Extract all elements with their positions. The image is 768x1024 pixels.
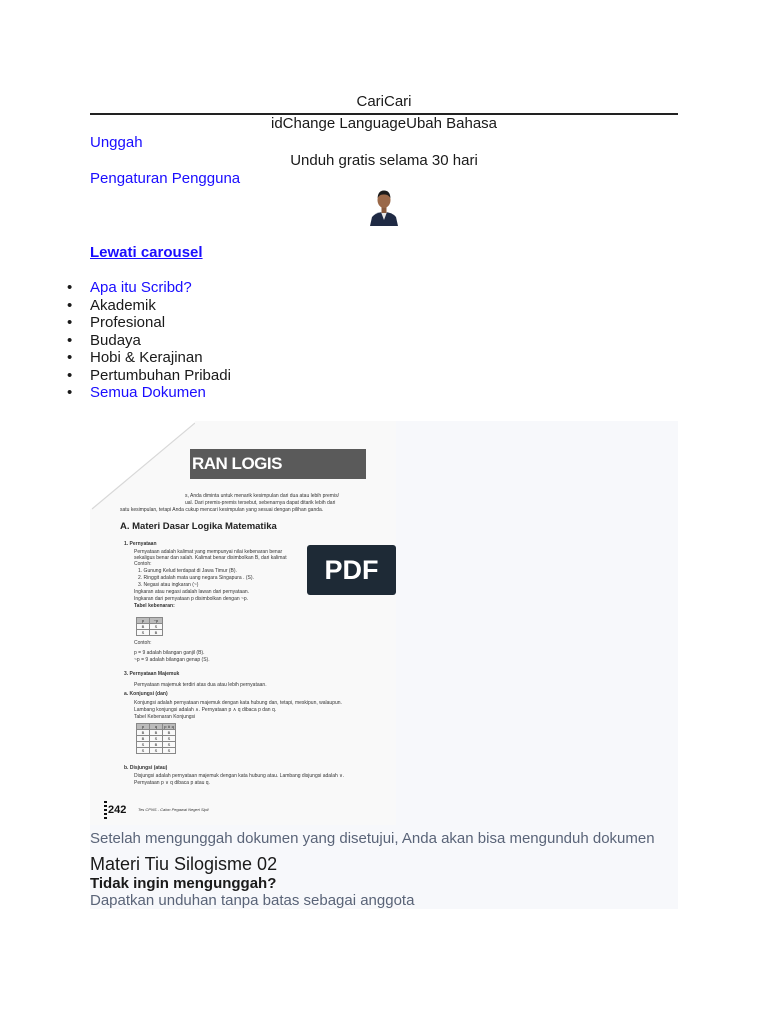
item-1-line: sekaligus benar dan salah. Kalimat benar disimbolkan B, dari kalimat [134,555,287,561]
free-trial-text: Unduh gratis selama 30 hari [290,152,478,169]
item-3-line: Pernyataan majemuk terdiri atas dua atau lebih pernyataan. [134,682,267,688]
negation-truth-table [136,617,163,636]
example-line: ~p = 9 adalah bilangan genap (S). [134,657,210,663]
skip-carousel-link[interactable]: Lewati carousel [90,244,203,261]
no-upload-heading: Tidak ingin mengunggah? [90,875,277,892]
item-b-line: Disjungsi adalah pernyataan majemuk dengan kata hubung atau. Lambang disjungsi adalah ∨. [134,773,345,779]
user-avatar[interactable] [366,186,402,226]
table-cell: p [137,618,150,624]
intro-line-1: s, Anda diminta untuk menarik kesimpulan dari dua atau lebih premis/ [185,493,339,499]
intro-line-2: ual. Dari premis-premis tersebut, sebenarnya dapat ditarik lebih dari [185,500,336,506]
table-cell: p [137,724,150,730]
page-footer-text: Tes CPNS - Calon Pegawai Negeri Sipil [138,807,209,812]
table-cell: B [150,730,163,736]
user-settings-link[interactable]: Pengaturan Pengguna [90,170,241,187]
table-cell: B [137,730,150,736]
pdf-badge-icon: PDF [307,545,396,595]
item-1-line: 1. Gunung Kelud terdapat di Jawa Timur (B). [138,568,237,574]
item-1-line: Ingkaran dari pernyataan p disimbolkan dengan ~p. [134,596,249,602]
category-nav [90,279,231,402]
conjunction-truth-table [136,723,176,754]
nav-item-academic[interactable]: • Akademik [90,297,231,315]
item-1-line: Ingkaran atau negasi adalah lawan dari pernyataan. [134,589,250,595]
page-number: 242 [108,804,127,816]
item-a-title: a. Konjungsi (dan) [124,691,168,697]
table-cell: ~p [150,618,163,624]
item-1-line: Pernyataan adalah kalimat yang mempunyai nilai kebenaran benar [134,549,283,555]
table-cell: S [150,748,163,754]
example-line: p = 9 adalah bilangan ganjil (B). [134,650,205,656]
item-b-title: b. Disjungsi (atau) [124,765,168,771]
upload-link[interactable]: Unggah [90,134,143,151]
nav-item-personal-growth[interactable]: • Pertumbuhan Pribadi [90,367,231,385]
table-cell: S [163,748,176,754]
table-cell: q [150,724,163,730]
table-cell: B [150,742,163,748]
table-cell: B [137,624,150,630]
cover-title-text: RAN LOGIS [192,454,282,473]
page-fold-icon [90,421,195,511]
nav-item-what-is-scribd[interactable]: • Apa itu Scribd? [90,279,231,297]
item-a-line: Lambang konjungsi adalah ∧. Pernyataan p ∧ q dibaca p dan q. [134,707,277,713]
item-3-title: 3. Pernyataan Majemuk [124,671,180,677]
nav-item-professional[interactable]: • Profesional [90,314,231,332]
item-a-line: Konjungsi adalah pernyataan majemuk dengan kata hubung dan, tetapi, meskipun, walaupun. [134,700,342,706]
table-cell: B [150,630,163,636]
table-cell: S [150,736,163,742]
item-1-title: 1. Pernyataan [124,541,157,547]
item-1-line: 3. Negasi atau ingkaran (~) [138,582,199,588]
intro-line-3: satu kesimpulan, tetapi Anda cukup mencari kesimpulan yang sesuai dengan pilihan ganda. [120,507,324,513]
nav-item-hobbies[interactable]: • Hobi & Kerajinan [90,349,231,367]
table-cell: B [137,736,150,742]
search-label[interactable]: CariCari [356,93,412,110]
item-1-line: 2. Ringgit adalah mata uang negara Singapura . (S). [138,575,254,581]
item-a-line: Tabel Kebenaran Konjungsi [134,714,196,720]
example-line: Contoh: [134,640,152,646]
table-cell: S [137,630,150,636]
document-section-heading: A. Materi Dasar Logika Matematika [120,521,277,532]
table-cell: p ∧ q [164,724,174,729]
table-cell: S [137,748,150,754]
table-cell: B [163,730,176,736]
table-cell: S [150,624,163,630]
membership-offer-text: Dapatkan unduhan tanpa batas sebagai anggota [90,892,415,909]
document-title[interactable]: Materi Tiu Silogisme 02 [90,854,278,874]
table-cell: S [163,736,176,742]
nav-item-all-documents[interactable]: • Semua Dokumen [90,384,231,402]
table-cell: S [137,742,150,748]
item-b-line: Pernyataan p ∨ q dibaca p atau q. [134,780,210,786]
table-cell: S [163,742,176,748]
page-dots-decoration [104,801,107,821]
document-thumbnail[interactable] [90,421,396,825]
download-info-text: Setelah mengunggah dokumen yang disetujui, Anda akan bisa mengunduh dokumen [90,830,655,847]
item-1-line: Tabel kebenaran: [134,603,175,609]
language-selector[interactable]: idChange LanguageUbah Bahasa [270,115,498,132]
document-cover-title [190,449,366,479]
item-1-line: Contoh: [134,561,152,567]
nav-item-culture[interactable]: • Budaya [90,332,231,350]
